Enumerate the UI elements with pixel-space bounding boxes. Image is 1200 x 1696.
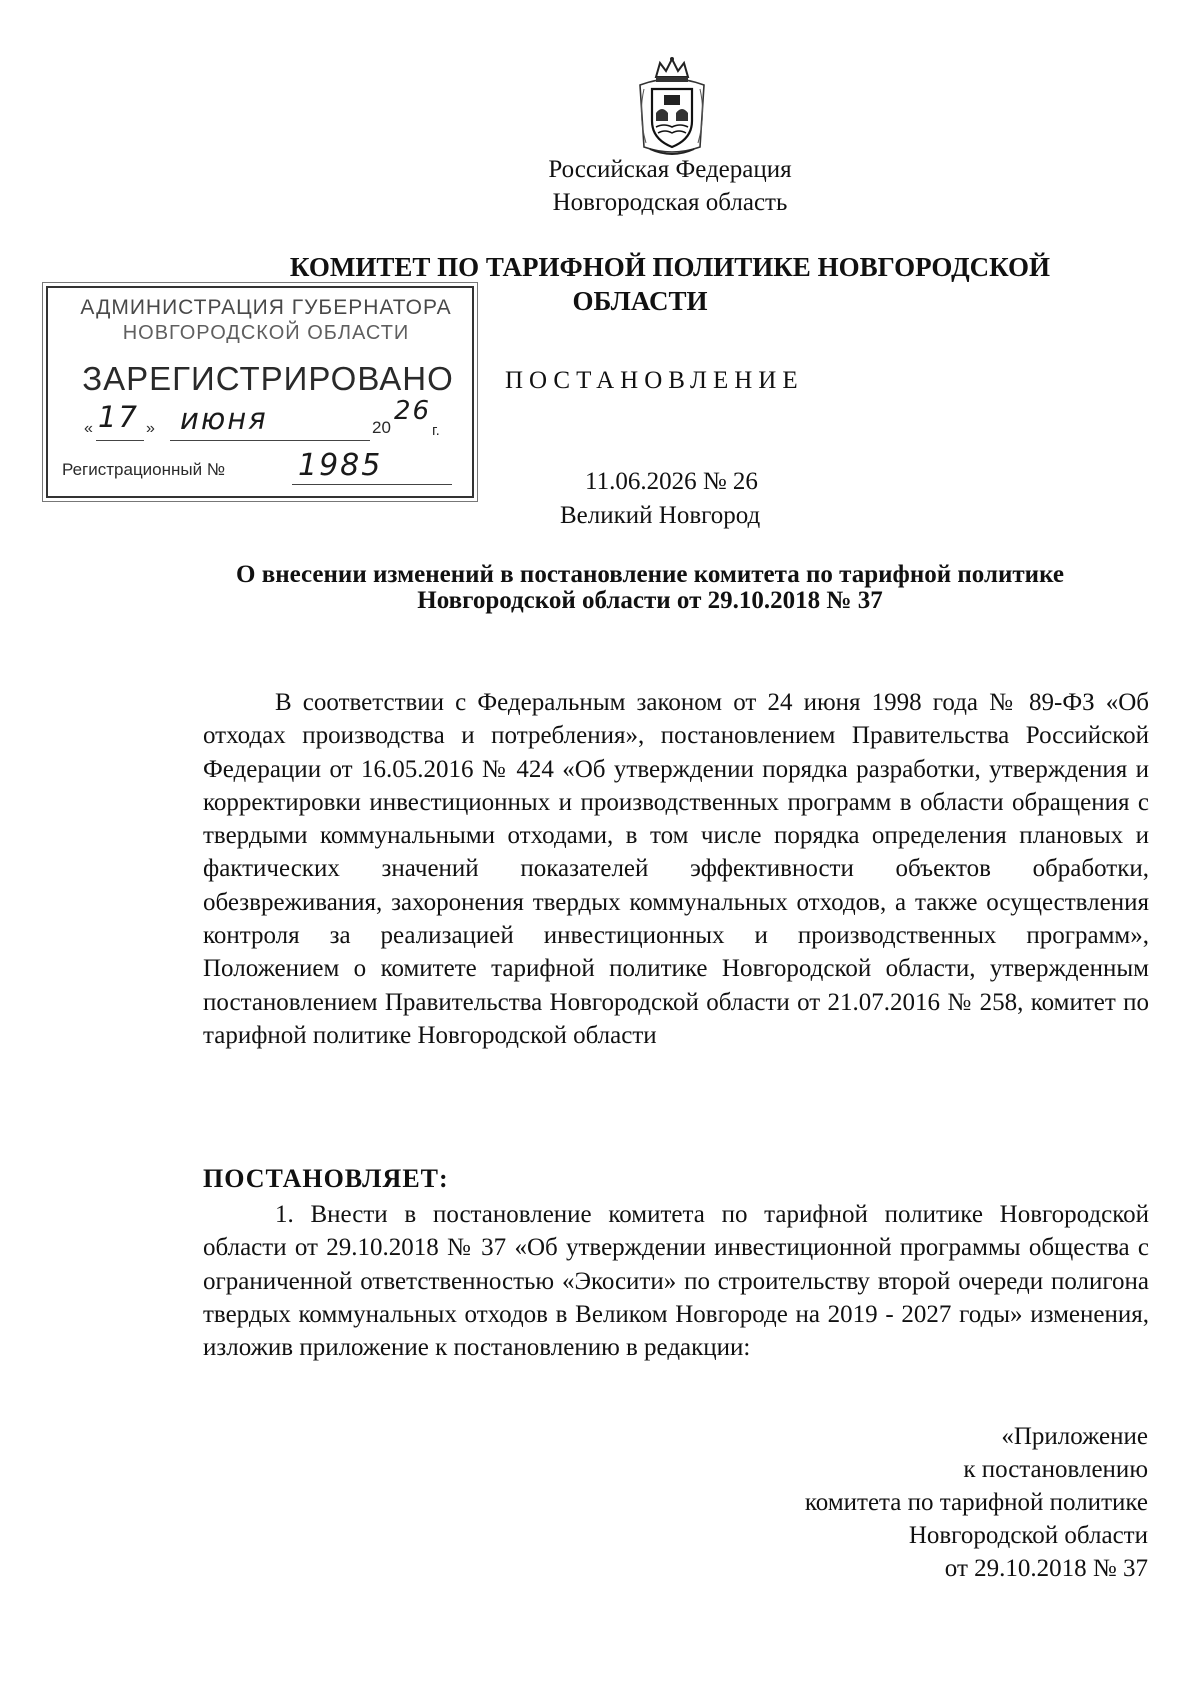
organization-title: КОМИТЕТ ПО ТАРИФНОЙ ПОЛИТИКЕ НОВГОРОДСКОЙ <box>289 252 1051 282</box>
document-type: ПОСТАНОВЛЕНИЕ <box>505 367 804 394</box>
stamp-authority-region: НОВГОРОДСКОЙ ОБЛАСТИ <box>122 322 410 344</box>
country-name: Российская Федерация <box>548 156 792 183</box>
resolves-heading: ПОСТАНОВЛЯЕТ: <box>203 1164 449 1193</box>
subject-line-1: О внесении изменений в постановление комитета по тарифной политике <box>236 561 1064 588</box>
appendix-line-1: «Приложение <box>1001 1423 1148 1450</box>
stamp-close-quote: » <box>146 420 155 437</box>
clause-1-paragraph: 1. Внести в постановление комитета по тарифной политике Новгородской области от 29.10.2018 № 37 «Об утверждении инвестиционной программы общества с ограниченной ответственностью «Экосити» по строительству второй очереди полигона твердых коммунальных отходов в Великом Новгороде на 2019 - 2027 годы» изменения, изложив приложение к постановлению в редакции: <box>203 1201 1149 1362</box>
stamp-registration-number-handwritten: 1985 <box>298 448 383 483</box>
appendix-line-4: Новгородской области <box>908 1522 1148 1549</box>
appendix-line-3: комитета по тарифной политике <box>804 1489 1148 1516</box>
region-name: Новгородская область <box>552 189 788 216</box>
preamble-paragraph: В соответствии с Федеральным законом от 24 июня 1998 года № 89-ФЗ «Об отходах производства и потребления», постановлением Правительства Российской Федерации от 16.05.2016 № 424 «Об утверждении порядка разработки, утверждения и корректировки инвестиционных и производственных программ в области обращения с твердыми коммунальными отходами, в том числе порядка определения плановых и фактических значений показателей эффективности объектов обработки, обезвреживания, захоронения твердых коммунальных отходов, а также осуществления контроля за реализацией инвестиционных и производственных программ», Положением о комитете тарифной политике Новгородской области, утвержденным постановлением Правительства Новгородской области от 21.07.2016 № 258, комитет по тарифной политике Новгородской области <box>203 689 1149 1049</box>
document-city: Великий Новгород <box>560 502 761 529</box>
stamp-year-suffix: г. <box>432 422 440 439</box>
appendix-line-2: к постановлению <box>963 1456 1148 1483</box>
stamp-year-prefix: 20 <box>372 418 391 437</box>
coat-of-arms-icon <box>634 55 710 159</box>
appendix-reference <box>548 1420 1148 1585</box>
document-subject <box>150 562 1150 614</box>
organization-title-continued: ОБЛАСТИ <box>572 286 708 316</box>
registration-stamp <box>46 286 474 498</box>
stamp-day-handwritten: 17 <box>98 400 139 434</box>
stamp-year-handwritten: 26 <box>394 396 432 426</box>
subject-line-2: Новгородской области от 29.10.2018 № 37 <box>417 587 883 614</box>
stamp-date-row <box>84 396 464 444</box>
stamp-month-handwritten: июня <box>180 402 268 436</box>
stamp-registered-label: ЗАРЕГИСТРИРОВАНО <box>82 360 454 397</box>
document-date-number: 11.06.2026 № 26 <box>585 468 758 495</box>
stamp-registration-label: Регистрационный № <box>62 460 226 479</box>
appendix-line-5: от 29.10.2018 № 37 <box>944 1555 1148 1582</box>
stamp-open-quote: « <box>84 420 93 437</box>
stamp-registration-row <box>62 448 462 488</box>
stamp-authority: АДМИНИСТРАЦИЯ ГУБЕРНАТОРА <box>80 296 452 319</box>
